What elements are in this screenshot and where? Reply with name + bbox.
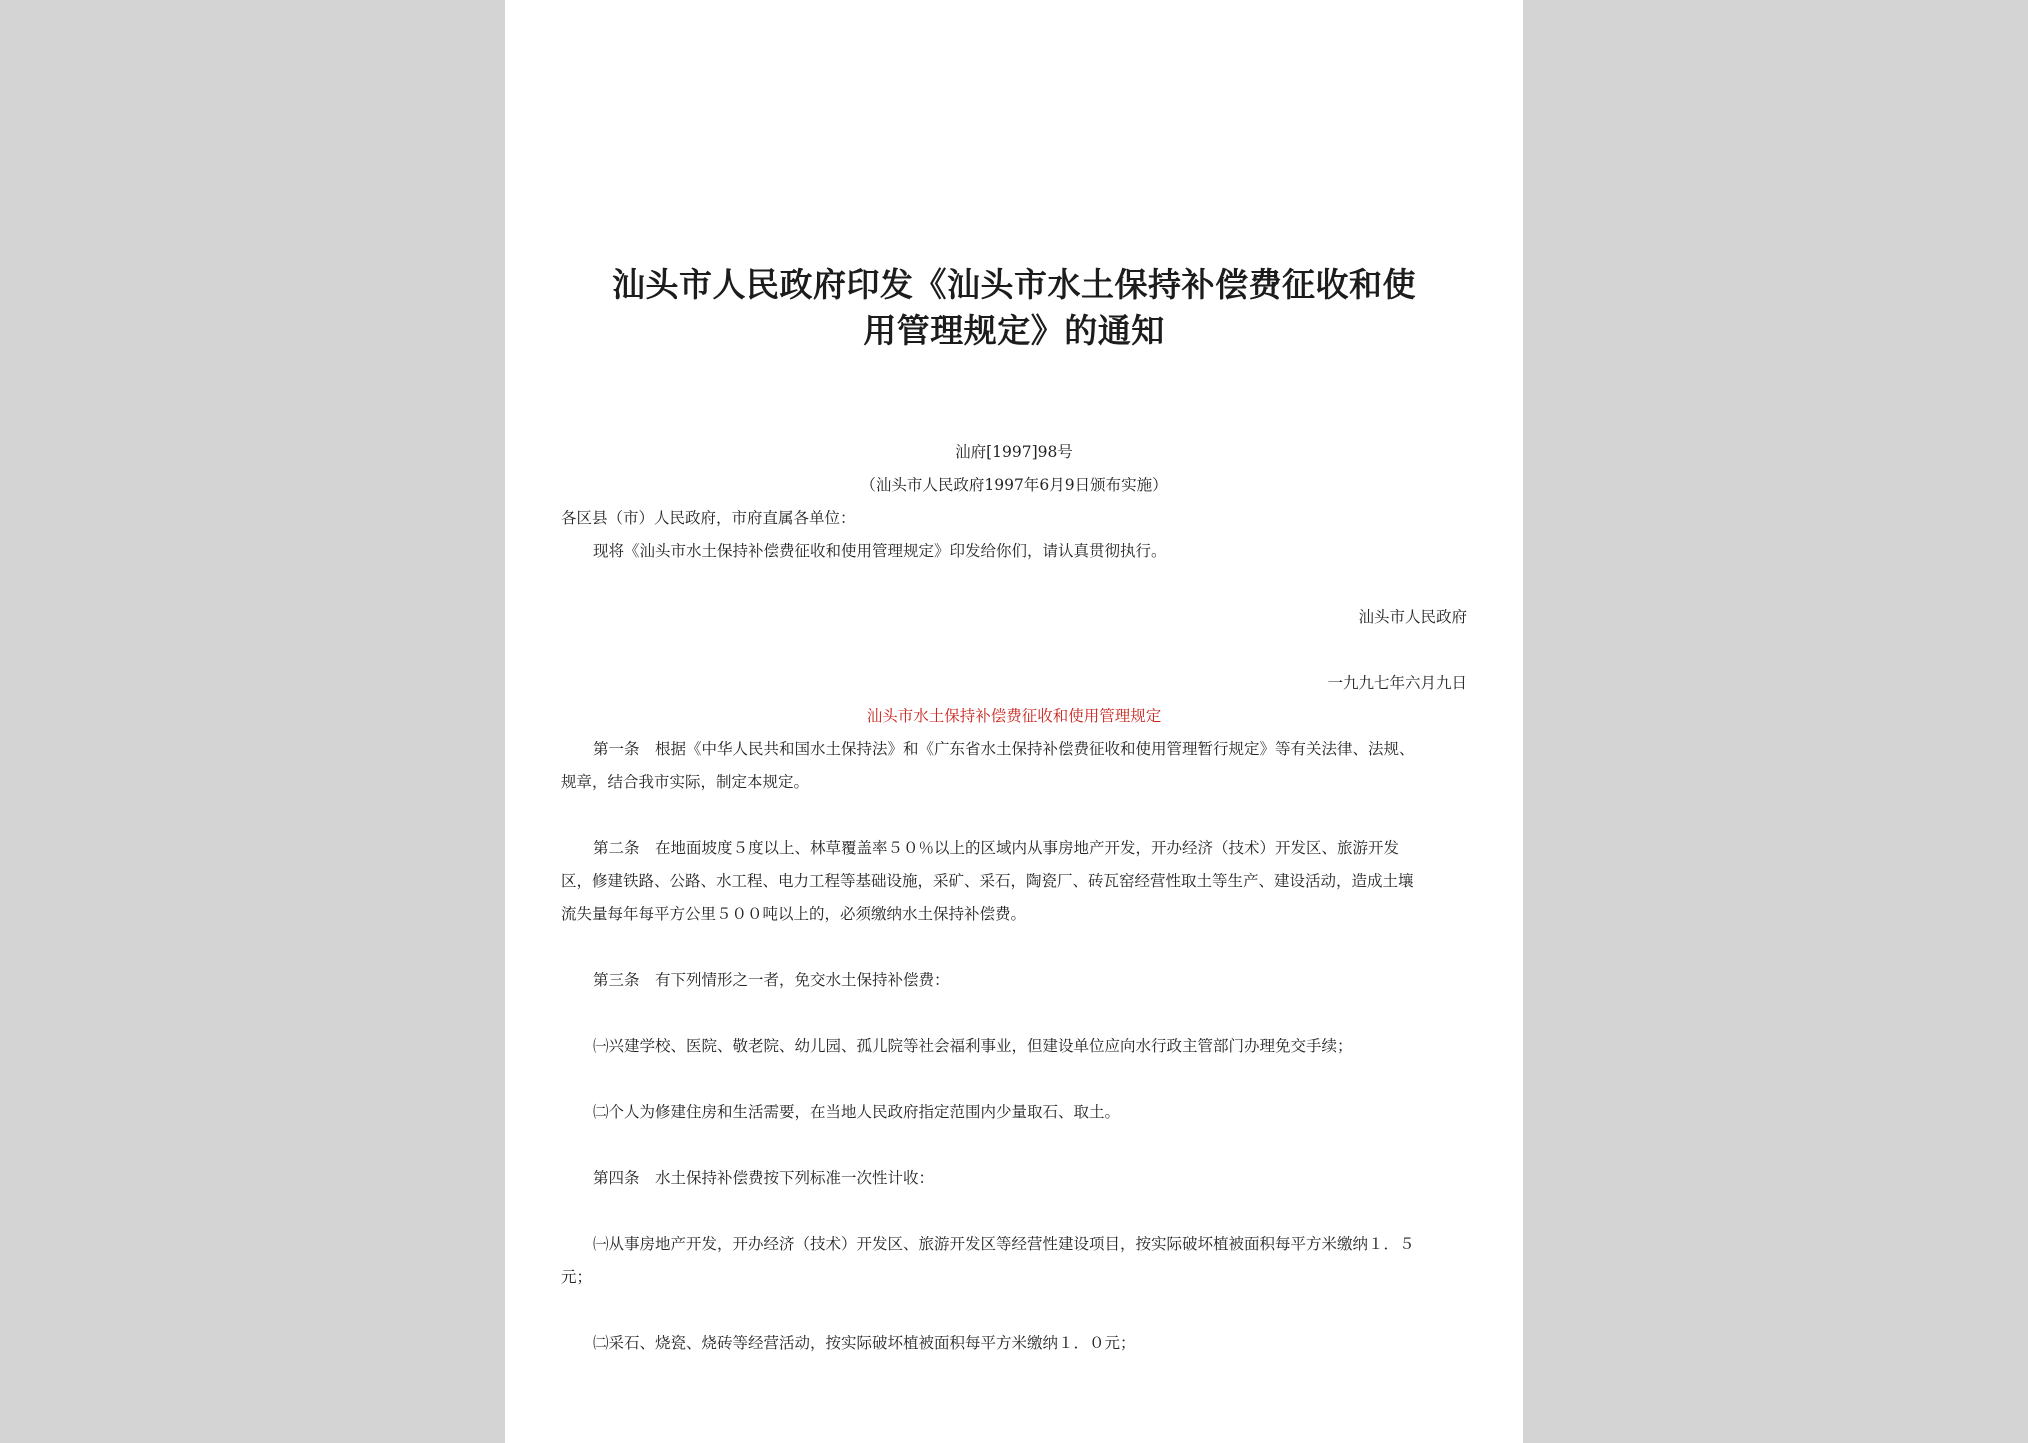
article1-line1: 第一条 根据《中华人民共和国水土保持法》和《广东省水土保持补偿费征收和使用管理暂行规定》等有关法律、法规、 [593, 740, 1415, 758]
document-title-line1: 汕头市人民政府印发《汕头市水土保持补偿费征收和使 [612, 265, 1416, 304]
issue-date: 一九九七年六月九日 [1327, 674, 1467, 692]
article2-line2: 区，修建铁路、公路、水工程、电力工程等基础设施，采矿、采石，陶瓷厂、砖瓦窑经营性取土等生产、建设活动，造成土壤 [561, 872, 1414, 890]
issuer-signature: 汕头市人民政府 [1358, 608, 1467, 626]
doc-number: 汕府[1997]98号 [955, 443, 1073, 461]
issue-note: （汕头市人民政府1997年6月9日颁布实施） [860, 476, 1168, 494]
document-title-line2: 用管理规定》的通知 [863, 311, 1165, 350]
article2-line1: 第二条 在地面坡度５度以上、林草覆盖率５０％以上的区域内从事房地产开发，开办经济（技术）开发区、旅游开发 [593, 839, 1400, 857]
article3: 第三条 有下列情形之一者，免交水土保持补偿费： [593, 971, 950, 989]
article3-item2: ㈡个人为修建住房和生活需要，在当地人民政府指定范围内少量取石、取土。 [593, 1103, 1121, 1121]
document-page [505, 0, 1523, 1443]
document-title [565, 262, 1463, 354]
article4-item1-line1: ㈠从事房地产开发，开办经济（技术）开发区、旅游开发区等经营性建设项目，按实际破坏植被面积每平方米缴纳１．５ [593, 1235, 1415, 1253]
article4-item1-line2: 元； [561, 1268, 593, 1286]
intro-paragraph: 现将《汕头市水土保持补偿费征收和使用管理规定》印发给你们，请认真贯彻执行。 [593, 542, 1167, 560]
addressee: 各区县（市）人民政府，市府直属各单位： [561, 509, 856, 527]
article4: 第四条 水土保持补偿费按下列标准一次性计收： [593, 1169, 935, 1187]
article2-line3: 流失量每年每平方公里５００吨以上的，必须缴纳水土保持补偿费。 [561, 905, 1027, 923]
article3-item1: ㈠兴建学校、医院、敬老院、幼儿园、孤儿院等社会福利事业，但建设单位应向水行政主管部门办理免交手续； [593, 1037, 1353, 1055]
article4-item2: ㈡采石、烧瓷、烧砖等经营活动，按实际破坏植被面积每平方米缴纳１．０元； [593, 1334, 1136, 1352]
article1-line2: 规章，结合我市实际，制定本规定。 [561, 773, 810, 791]
regulation-title: 汕头市水土保持补偿费征收和使用管理规定 [866, 707, 1162, 725]
